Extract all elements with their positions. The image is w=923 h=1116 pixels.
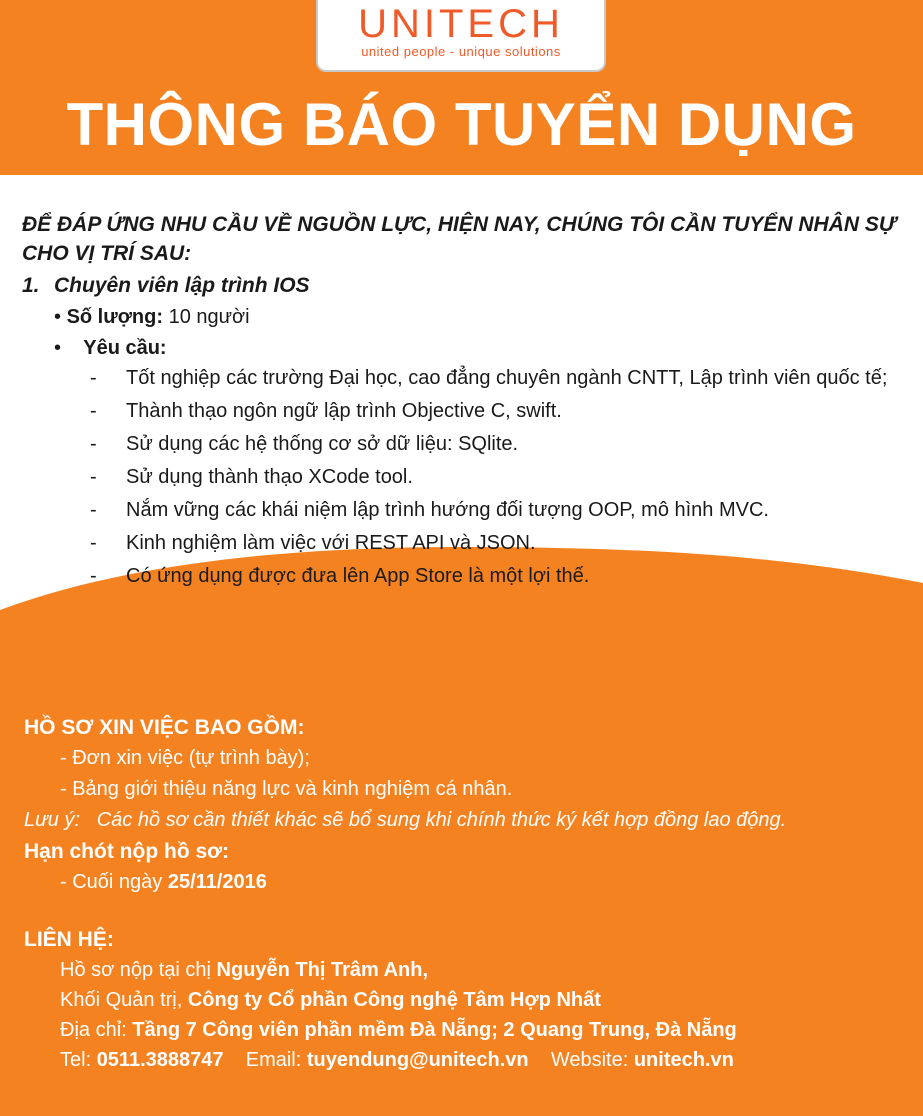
address-label: Địa chỉ:: [60, 1019, 127, 1041]
company-name: Công ty Cổ phần Công nghệ Tâm Hợp Nhất: [187, 989, 601, 1011]
list-item: - Sử dụng các hệ thống cơ sở dữ liệu: SQlite.: [90, 433, 519, 455]
requirements-label: Yêu cầu:: [83, 337, 167, 359]
list-item: - Có ứng dụng được đưa lên App Store là một lợi thế.: [90, 565, 590, 587]
position-name: Chuyên viên lập trình IOS: [54, 274, 310, 297]
contact-title: LIÊN HỆ:: [24, 928, 114, 951]
header-banner: [0, 0, 923, 175]
quantity-label: Số lượng:: [66, 306, 164, 328]
email-link[interactable]: tuyendung@unitech.vn: [306, 1049, 529, 1071]
address-value: Tầng 7 Công viên phần mềm Đà Nẵng; 2 Quang Trung, Đà Nẵng: [132, 1019, 737, 1041]
dept-prefix: Khối Quản trị,: [60, 989, 183, 1011]
deadline-line: [24, 867, 904, 898]
contact-details: [24, 1045, 904, 1075]
logo-tagline: united people - unique solutions: [361, 44, 561, 59]
application-item: - Đơn xin việc (tự trình bày);: [60, 747, 310, 769]
job-description: [22, 210, 912, 595]
contact-company: [24, 985, 904, 1015]
list-item: - Sử dụng thành thạo XCode tool.: [90, 466, 413, 488]
quantity-value: 10 người: [168, 306, 250, 328]
list-item: - Tốt nghiệp các trường Đại học, cao đẳng chuyên ngành CNTT, Lập trình viên quốc tế;: [90, 367, 888, 389]
quantity-line: • Số lượng: 10 người: [54, 306, 250, 328]
deadline-date: 25/11/2016: [167, 871, 267, 893]
email-label: Email:: [245, 1049, 302, 1071]
logo: [316, 0, 606, 72]
position-number: 1.: [22, 274, 40, 297]
website-label: Website:: [550, 1049, 629, 1071]
note-label: Lưu ý:: [24, 809, 81, 831]
deadline-title: Hạn chót nộp hồ sơ:: [24, 840, 230, 863]
position-title: [22, 274, 912, 298]
phone-value: 0511.3888747: [96, 1049, 224, 1071]
logo-name: UNITECH: [358, 2, 564, 46]
list-item: - Thành thạo ngôn ngữ lập trình Objective C, swift.: [90, 400, 562, 422]
requirements-heading: • Yêu cầu:: [54, 337, 167, 359]
note-text: Các hồ sơ cần thiết khác sẽ bổ sung khi chính thức ký kết hợp đồng lao động.: [96, 809, 787, 831]
application-info: [24, 712, 904, 1075]
contact-address: [24, 1015, 904, 1045]
contact-person: Nguyễn Thị Trâm Anh,: [216, 959, 429, 981]
phone-label: Tel:: [60, 1049, 92, 1071]
list-item: - Kinh nghiệm làm việc với REST API và JSON.: [90, 532, 536, 554]
website-link[interactable]: unitech.vn: [633, 1049, 734, 1071]
requirements-list: [22, 364, 912, 590]
contact-submit: [24, 955, 904, 985]
page-title: THÔNG BÁO TUYỂN DỤNG: [66, 91, 857, 158]
intro-text: ĐỂ ĐÁP ỨNG NHU CẦU VỀ NGUỒN LỰC, HIỆN NAY, CHÚNG TÔI CẦN TUYỂN NHÂN SỰ CHO VỊ TRÍ SAU:: [22, 213, 896, 265]
note: [24, 805, 904, 836]
application-item: - Bảng giới thiệu năng lực và kinh nghiệm cá nhân.: [60, 778, 513, 800]
deadline-prefix: - Cuối ngày: [60, 871, 163, 893]
application-title: HỒ SƠ XIN VIỆC BAO GỒM:: [24, 716, 305, 739]
submit-prefix: Hồ sơ nộp tại chị: [60, 959, 211, 981]
list-item: - Nắm vững các khái niệm lập trình hướng đối tượng OOP, mô hình MVC.: [90, 499, 769, 521]
